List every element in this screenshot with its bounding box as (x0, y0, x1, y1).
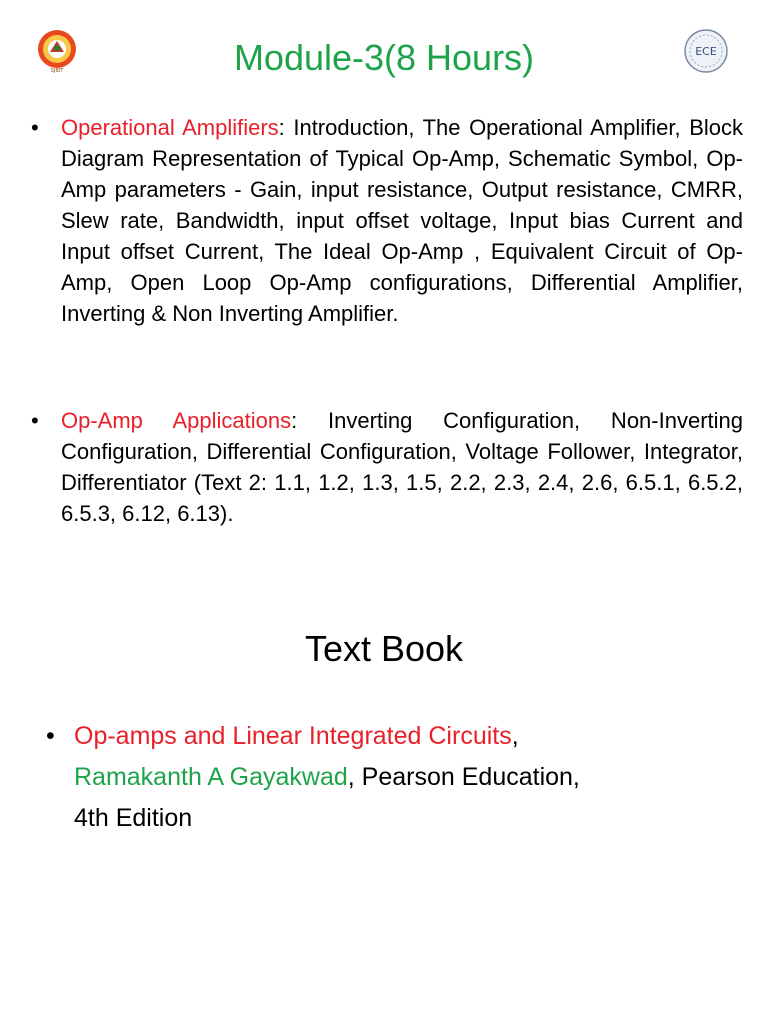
book-edition: 4th Edition (74, 804, 193, 832)
bullet: • (46, 722, 55, 750)
section-operational-amplifiers (31, 112, 743, 329)
book-comma: , (511, 722, 519, 750)
college-logo-text: SJBIT (50, 68, 64, 74)
department-logo-text: ECE (695, 45, 717, 58)
textbook-entry (46, 716, 734, 839)
bullet: • (31, 115, 39, 140)
textbook-heading: Text Book (304, 628, 464, 669)
section-highlight: Op-Amp Applications (61, 408, 292, 433)
section-text: : Introduction, The Operational Amplifier, Block Diagram Representation of Typical Op-Amp, Schematic Symbol, Op-Amp parameters - Gain, input resistance, Output resistance, CMRR, Slew rate, Bandwidth, input offset voltage, Input bias Current and Input offset Current, The Ideal Op-Amp , Equivalent Circuit of Op-Amp, Open Loop Op-Amp configurations, Differential Amplifier, Inverting & Non Inverting Amplifier. (61, 115, 743, 326)
section-text: : Inverting Configuration, Non-Inverting Configuration, Differential Configuration, Voltage Follower, Integrator, Differentiator (Text 2: 1.1, 1.2, 1.3, 1.5, 2.2, 2.3, 2.4, 2.6, 6.5.1, 6.5.2, 6.5.3, 6.12, 6.13). (61, 408, 743, 526)
bullet: • (31, 408, 39, 433)
book-author: Ramakanth A Gayakwad (74, 763, 348, 791)
book-publisher: , Pearson Education, (347, 763, 580, 791)
book-title: Op-amps and Linear Integrated Circuits (74, 722, 512, 750)
section-op-amp-applications (31, 405, 743, 529)
page-title: Module-3(8 Hours) (233, 37, 535, 78)
section-highlight: Operational Amplifiers (61, 115, 279, 140)
